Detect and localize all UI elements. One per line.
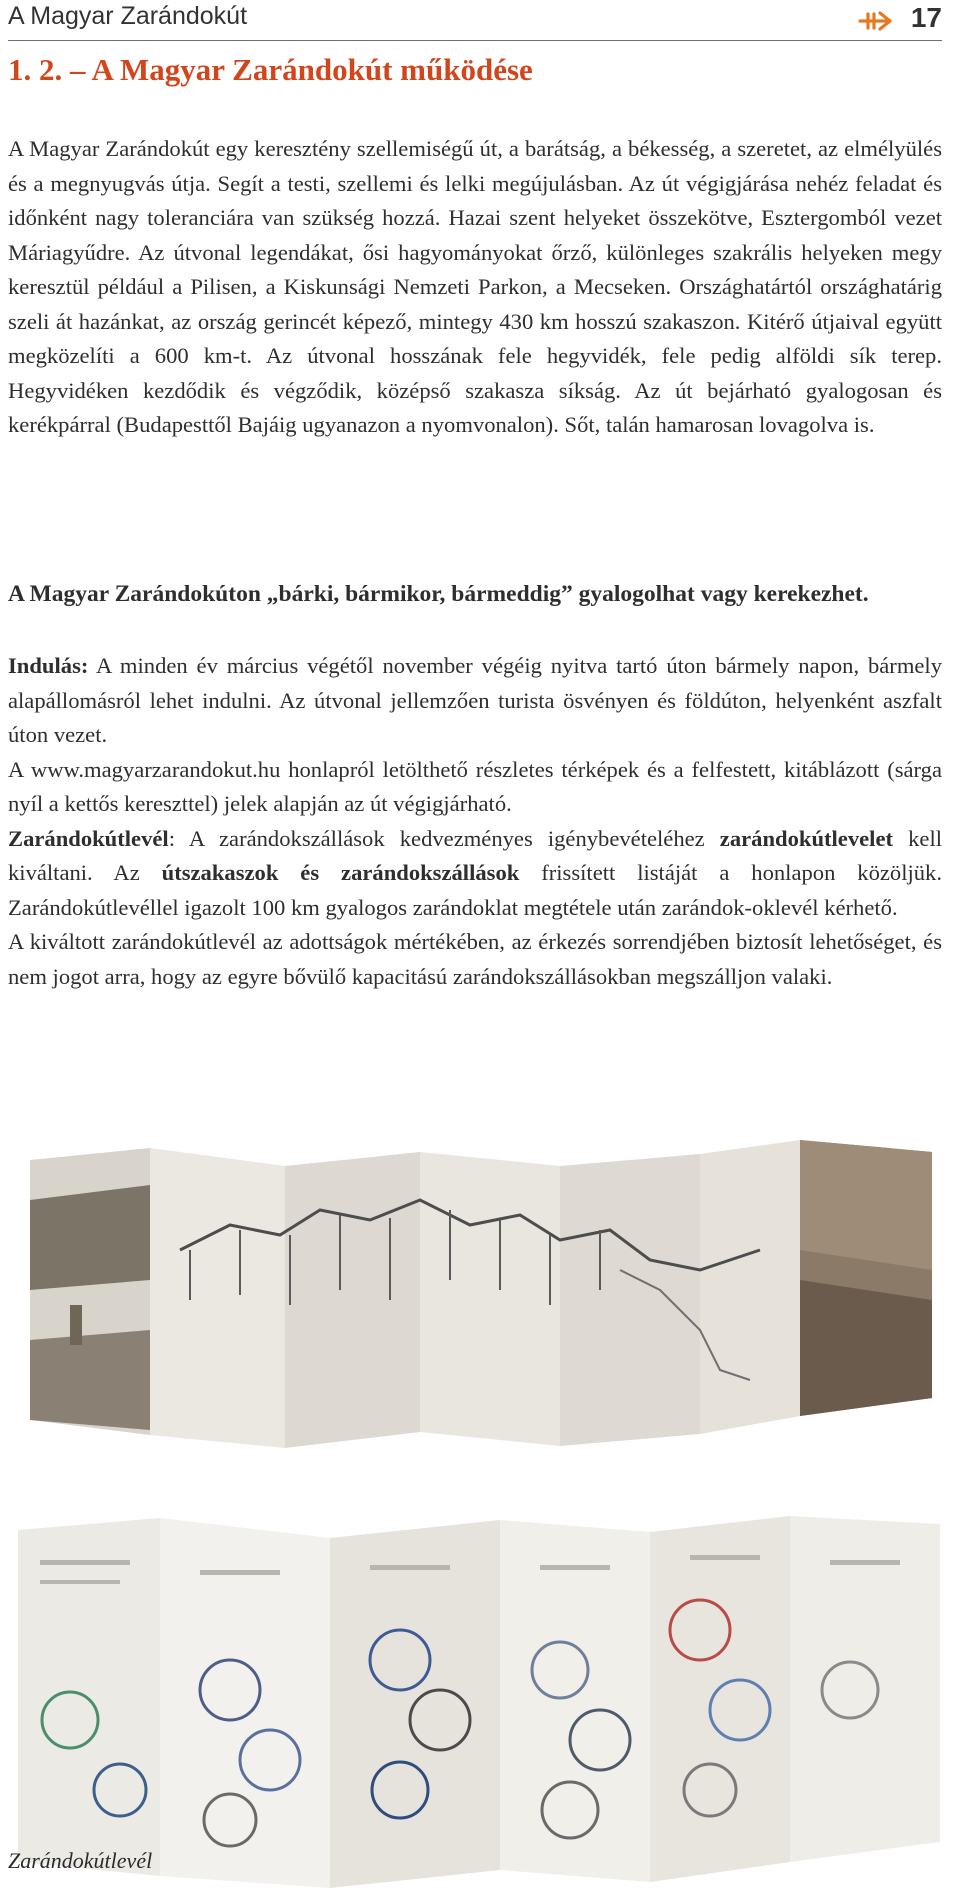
letter-bold-1: zarándokútlevelet bbox=[719, 825, 893, 851]
details-section bbox=[8, 649, 942, 994]
section-subheading: A Magyar Zarándokúton „bárki, bármikor, bármeddig” gyalogolhat vagy kerekezhet. bbox=[8, 581, 869, 607]
figure-caption: Zarándokútlevél bbox=[8, 1848, 153, 1873]
start-label: Indulás: bbox=[8, 653, 89, 678]
double-arrow-icon bbox=[858, 10, 894, 32]
intro-paragraph: A Magyar Zarándokút egy keresztény szellemiségű út, a barátság, a békesség, a szeretet, az elmélyülés és a megnyugvás útja. Segít a testi, szellemi és lelki megújulásban. Az út végigjárása nehéz feladat és időnként nagy toleranciára van szükség hozzá. Hazai szent helyeket összekötve, Esztergomból vezet Máriagyűdre. Az útvonal legendákat, ősi hagyományokat őrző, különleges szakrális helyeken megy keresztül például a Pilisen, a Kiskunsági Nemzeti Parkon, a Mecseken. Országhatártól országhatárig szeli át hazánkat, az ország gerincét képező, mintegy 430 km hosszú szakaszon. Kitérő útjaival együtt megközelíti a 600 km-t. Az útvonal hosszának fele hegyvidék, fele pedig alföldi sík terep. Hegyvidéken kezdődik és végződik, középső szakasza síkság. Az út bejárható gyalogosan és kerékpárral (Budapesttől Bajáig ugyanazon a nyomvonalon). Sőt, talán hamarosan lovagolva is. bbox=[8, 136, 942, 437]
website-paragraph: A www.magyarzarandokut.hu honlapról letölthető részletes térképek és a felfestett, kitáblázott (sárga nyíl a kettős kereszttel) jelek alapján az út végigjárható. bbox=[8, 756, 942, 816]
letter-paragraph bbox=[8, 822, 942, 926]
letter-text-2: kell kiváltani. Az bbox=[8, 825, 942, 885]
leaflet-route-photo bbox=[0, 1130, 960, 1460]
final-paragraph: A kiváltott zarándokútlevél az adottságok mértékében, az érkezés sorrendjében biztosít lehetőséget, és nem jogot arra, hogy az egyre bővülő kapacitású zarándokszállásokban megszálljon valaki. bbox=[8, 929, 942, 989]
running-title: A Magyar Zarándokút bbox=[8, 2, 248, 30]
letter-label: Zarándokútlevél bbox=[8, 825, 169, 851]
letter-text-1: : A zarándokszállások kedvezményes igénybevételéhez bbox=[168, 825, 720, 851]
page-number: 17 bbox=[910, 2, 942, 33]
letter-text-3: frissített listáját a honlapon közöljük. Zarándokútlevéllel igazolt 100 km gyalogos zarándoklat megtétele után zarándok-oklevél kérhető. bbox=[8, 860, 942, 920]
chapter-title: 1. 2. – A Magyar Zarándokút működése bbox=[8, 52, 533, 87]
start-paragraph bbox=[8, 649, 942, 753]
letter-bold-2: útszakaszok és zarándokszállások bbox=[161, 860, 520, 885]
start-text: A minden év március végétől november végéig nyitva tartó úton bármely napon, bármely alapállomásról lehet indulni. Az útvonal jellemzően turista ösvényen és földúton, helyenként aszfalt úton vezet. bbox=[8, 653, 942, 747]
page-header bbox=[8, 0, 942, 41]
stamped-passport-photo bbox=[0, 1490, 960, 1900]
